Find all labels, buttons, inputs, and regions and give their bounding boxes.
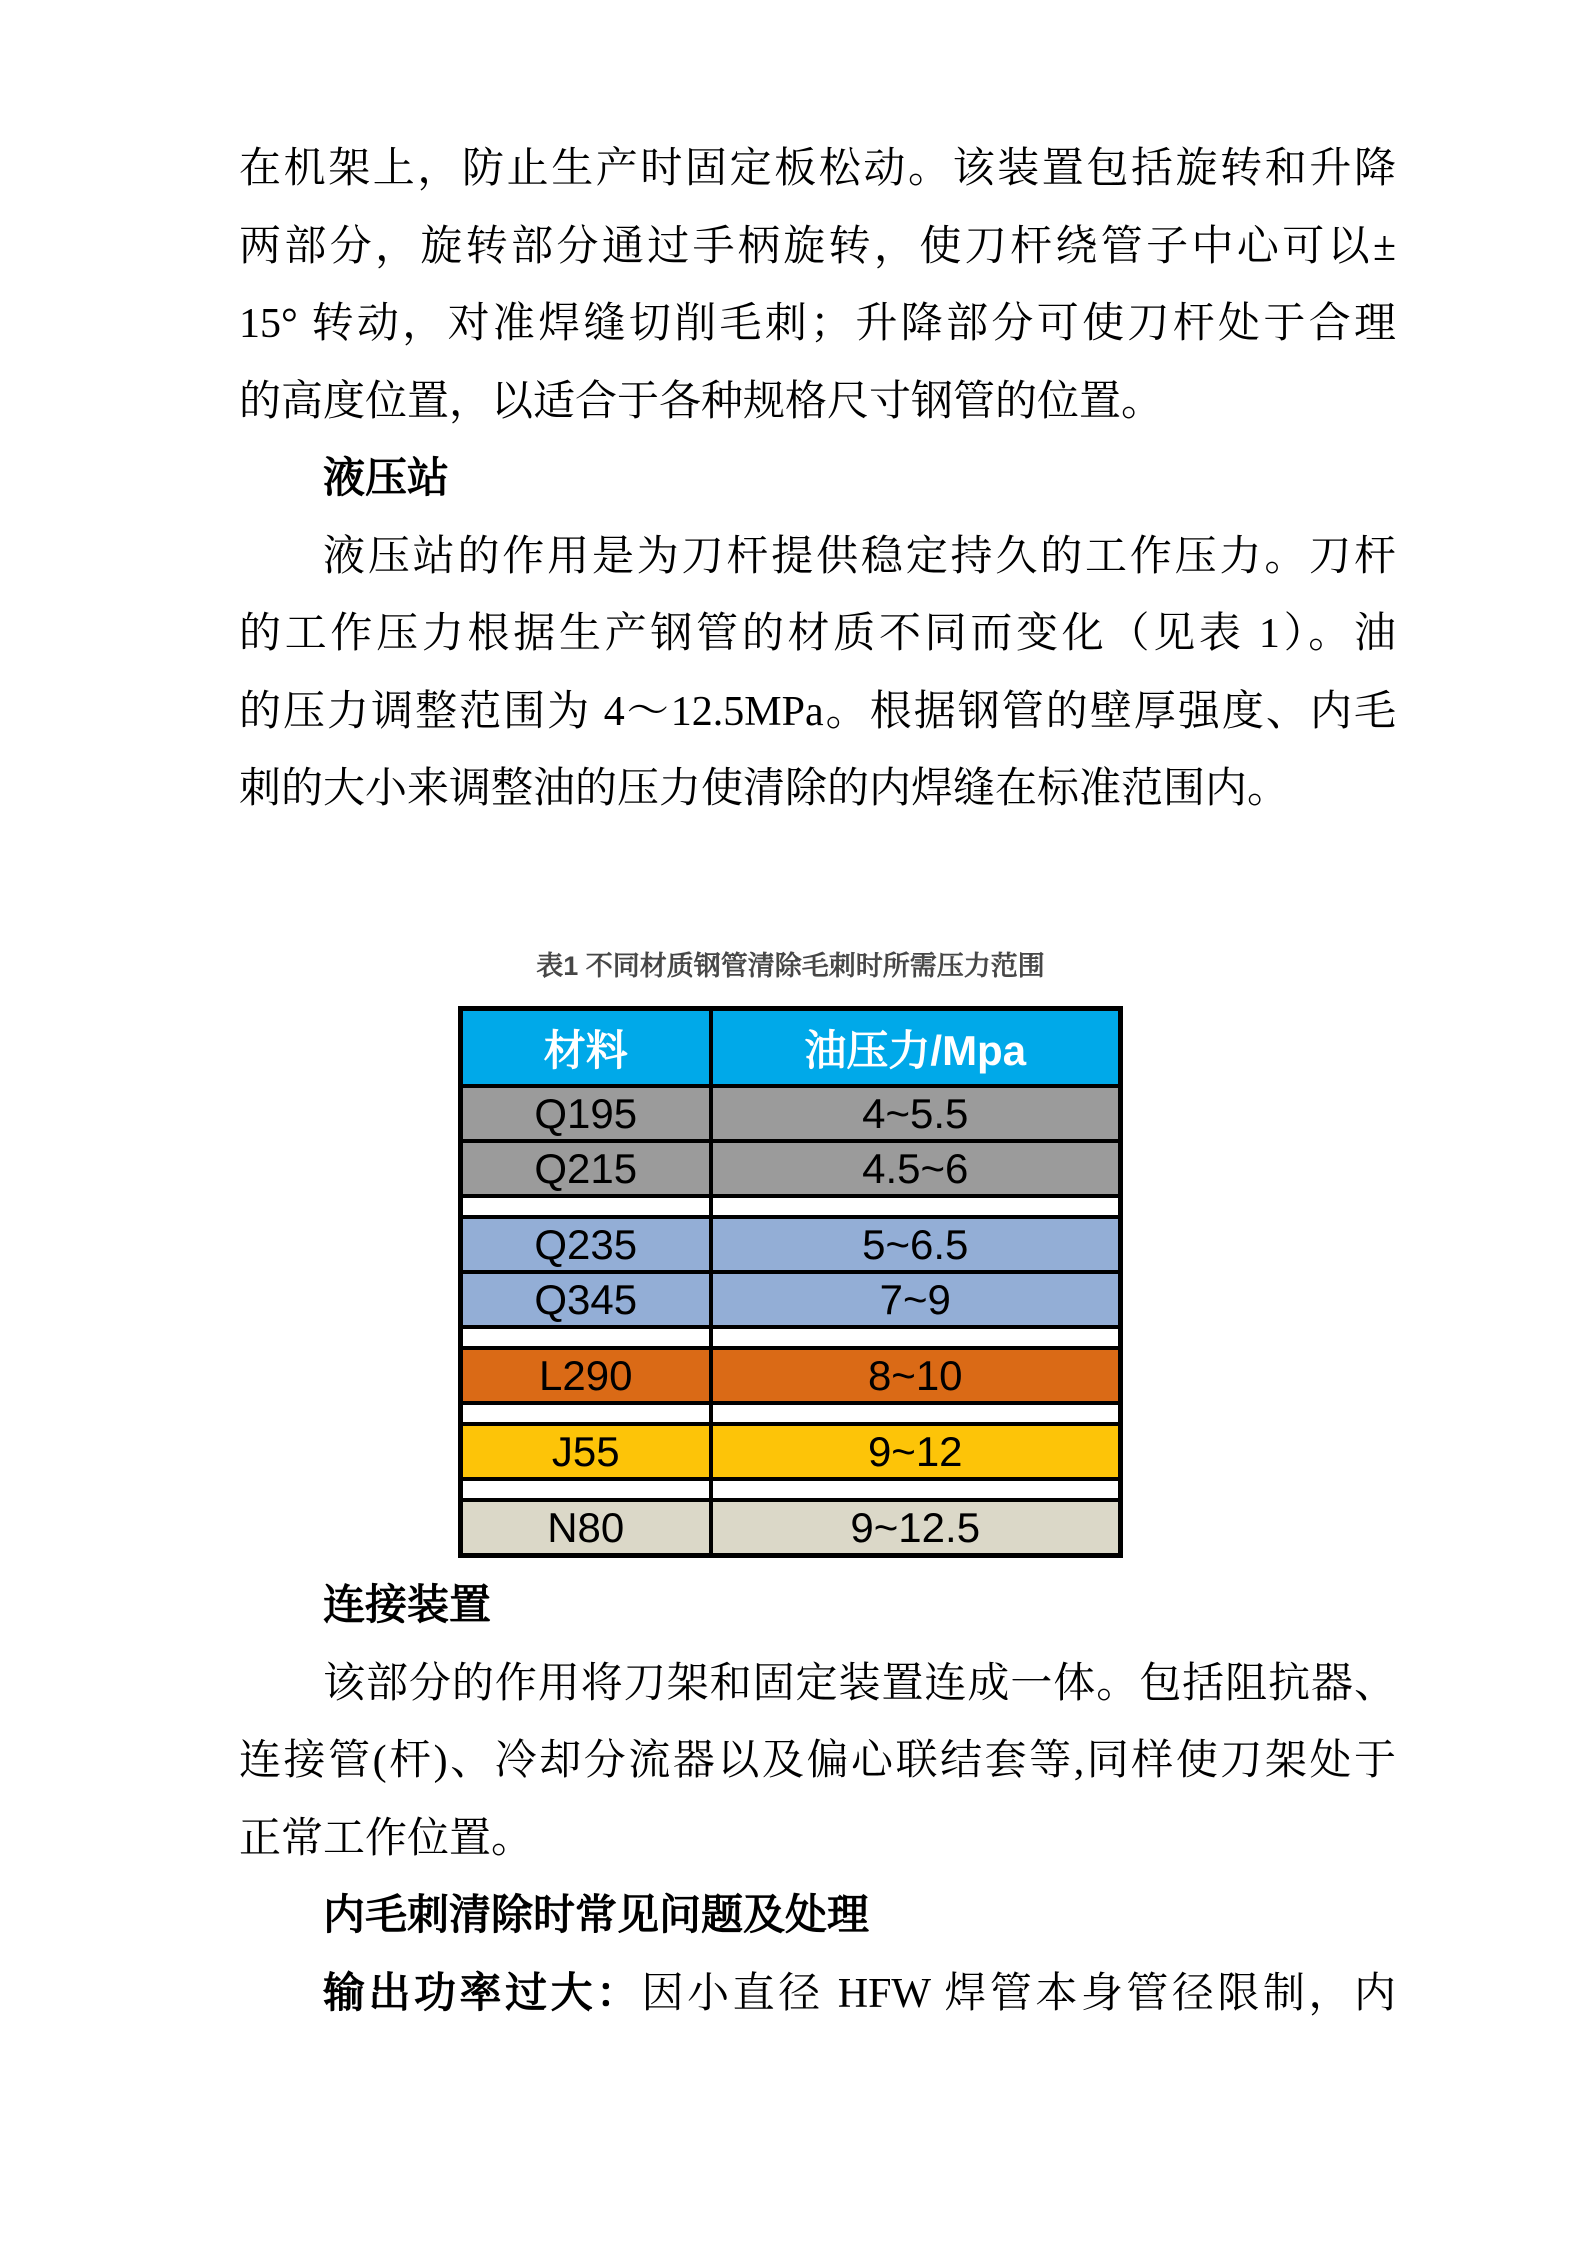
body-line: 该部分的作用将刀架和固定装置连成一体。包括阻抗器、 xyxy=(323,1660,1396,1707)
table-row xyxy=(461,1348,1121,1403)
table-cell-pressure: 7~9 xyxy=(711,1272,1121,1327)
section-heading-common-problems: 内毛刺清除时常见问题及处理 xyxy=(323,1893,870,1939)
body-line: 正常工作位置。 xyxy=(239,1815,534,1862)
table-row xyxy=(461,1141,1121,1196)
table-cell-material: L290 xyxy=(461,1348,711,1403)
table-cell-pressure: 5~6.5 xyxy=(711,1217,1121,1272)
table-cell-material: Q345 xyxy=(461,1272,711,1327)
table-cell-material: Q195 xyxy=(461,1086,711,1141)
paragraph-block-bottom xyxy=(239,1568,1396,2033)
separator-cell xyxy=(711,1403,1121,1424)
body-line: 的压力调整范围为 4～12.5MPa。根据钢管的壁厚强度、内毛 xyxy=(239,688,1396,735)
separator-cell xyxy=(711,1327,1121,1348)
body-line: 两部分，旋转部分通过手柄旋转，使刀杆绕管子中心可以± xyxy=(239,223,1396,270)
table-separator-row xyxy=(461,1196,1121,1217)
table-row xyxy=(461,1086,1121,1141)
table-header-material: 材料 xyxy=(461,1009,711,1087)
section-heading-connection-device: 连接装置 xyxy=(323,1583,492,1629)
body-line: 在机架上，防止生产时固定板松动。该装置包括旋转和升降 xyxy=(239,146,1396,192)
body-line: 15° 转动，对准焊缝切削毛刺；升降部分可使刀杆处于合理 xyxy=(239,301,1396,347)
separator-cell xyxy=(461,1479,711,1500)
table-cell-pressure: 9~12.5 xyxy=(711,1500,1121,1556)
separator-cell xyxy=(711,1196,1121,1217)
body-line: 的高度位置，以适合于各种规格尺寸钢管的位置。 xyxy=(239,378,1164,425)
table-header-row xyxy=(461,1009,1121,1087)
table-caption: 表1 不同材质钢管清除毛刺时所需压力范围 xyxy=(536,951,1045,981)
table-cell-pressure: 4~5.5 xyxy=(711,1086,1121,1141)
pressure-table xyxy=(458,1006,1123,1558)
body-line: 液压站的作用是为刀杆提供稳定持久的工作压力。刀杆 xyxy=(323,533,1396,580)
table-row xyxy=(461,1217,1121,1272)
body-line: 的工作压力根据生产钢管的材质不同而变化（见表 1）。油 xyxy=(239,611,1396,657)
body-line: 刺的大小来调整油的压力使清除的内焊缝在标准范围内。 xyxy=(239,766,1290,812)
separator-cell xyxy=(711,1479,1121,1500)
separator-cell xyxy=(461,1196,711,1217)
table-row xyxy=(461,1272,1121,1327)
table-separator-row xyxy=(461,1327,1121,1348)
text-run: 因小直径 HFW 焊管本身管径限制，内 xyxy=(641,1970,1396,2017)
table-cell-material: J55 xyxy=(461,1424,711,1479)
table-separator-row xyxy=(461,1479,1121,1500)
table-cell-material: Q215 xyxy=(461,1141,711,1196)
separator-cell xyxy=(461,1403,711,1424)
table-cell-pressure: 8~10 xyxy=(711,1348,1121,1403)
body-line xyxy=(239,1956,1396,2034)
table-separator-row xyxy=(461,1403,1121,1424)
table-cell-material: N80 xyxy=(461,1500,711,1556)
table-cell-pressure: 9~12 xyxy=(711,1424,1121,1479)
table-row xyxy=(461,1424,1121,1479)
section-heading-hydraulic-station: 液压站 xyxy=(323,456,450,502)
table-row xyxy=(461,1500,1121,1556)
paragraph-block-top xyxy=(239,131,1396,829)
table-header-pressure: 油压力/Mpa xyxy=(711,1009,1121,1087)
table-cell-material: Q235 xyxy=(461,1217,711,1272)
table-cell-pressure: 4.5~6 xyxy=(711,1141,1121,1196)
bold-text-run: 输出功率过大： xyxy=(323,1970,642,2017)
separator-cell xyxy=(461,1327,711,1348)
body-line: 连接管(杆)、冷却分流器以及偏心联结套等,同样使刀架处于 xyxy=(239,1738,1396,1784)
